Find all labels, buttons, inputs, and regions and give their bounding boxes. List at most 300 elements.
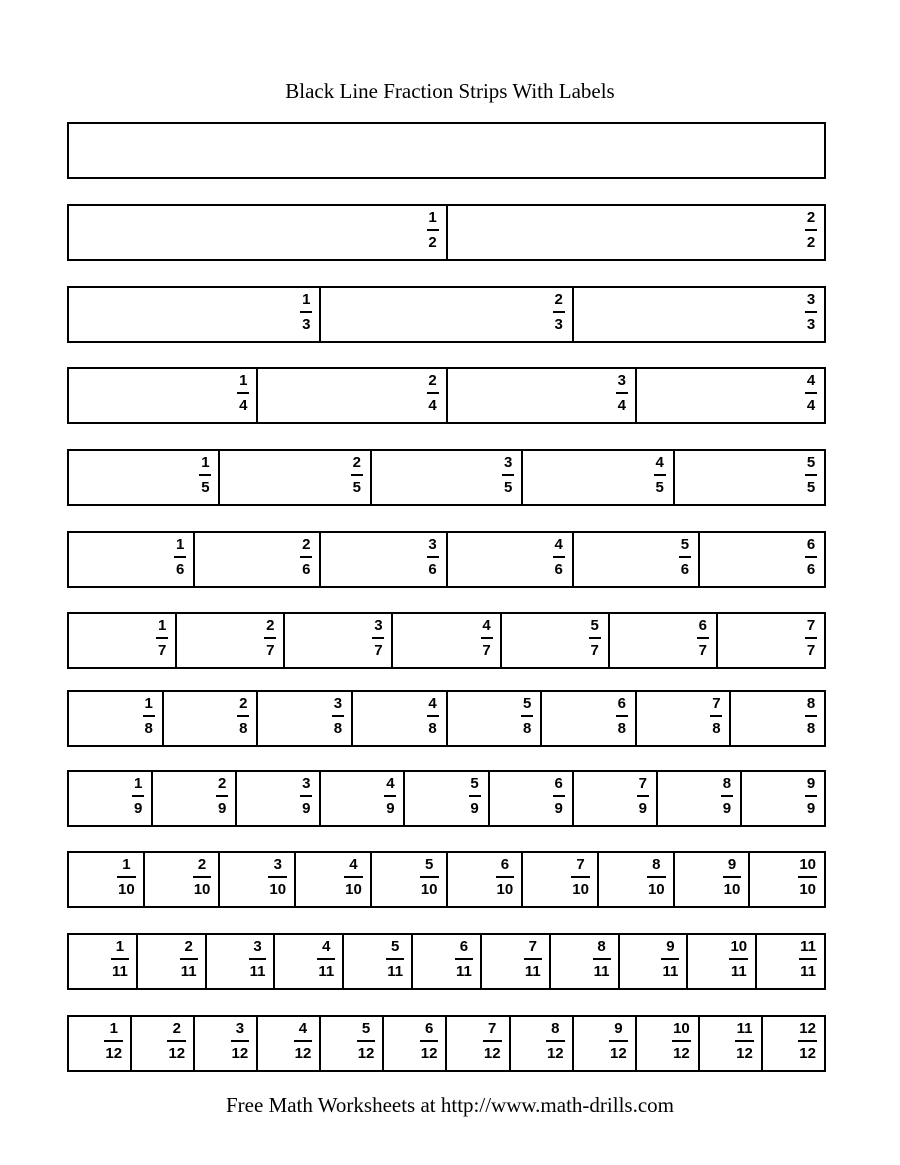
fraction-bar xyxy=(616,715,628,717)
fraction-label xyxy=(199,454,211,497)
fraction-piece xyxy=(608,614,716,667)
fraction-label xyxy=(481,617,493,660)
fraction-bar xyxy=(249,958,267,960)
fraction-piece xyxy=(370,451,521,504)
fraction-piece xyxy=(716,614,824,667)
fraction-piece xyxy=(69,451,218,504)
fraction-bar xyxy=(332,715,344,717)
fraction-piece xyxy=(342,935,411,988)
fraction-numerator: 1 xyxy=(176,536,185,553)
fraction-numerator: 5 xyxy=(425,856,434,873)
fraction-denominator: 7 xyxy=(374,641,383,659)
fraction-numerator: 6 xyxy=(617,695,626,712)
fraction-denominator: 12 xyxy=(168,1044,186,1062)
fraction-numerator: 10 xyxy=(799,856,817,873)
fraction-bar xyxy=(710,715,722,717)
fraction-bar xyxy=(571,876,590,878)
fraction-strip xyxy=(67,367,826,424)
fraction-numerator: 9 xyxy=(806,775,816,792)
fraction-piece xyxy=(319,1017,382,1070)
fraction-bar xyxy=(427,229,439,231)
fraction-numerator: 11 xyxy=(800,938,816,955)
fraction-bar xyxy=(723,876,742,878)
fraction-label xyxy=(156,617,168,660)
fraction-denominator: 10 xyxy=(345,880,362,898)
fraction-numerator: 9 xyxy=(614,1020,623,1037)
fraction-label xyxy=(798,1020,817,1063)
fraction-numerator: 5 xyxy=(361,1020,371,1037)
fraction-denominator: 12 xyxy=(673,1044,690,1062)
fraction-numerator: 3 xyxy=(374,617,383,634)
fraction-numerator: 1 xyxy=(302,291,311,308)
fraction-denominator: 8 xyxy=(617,719,626,737)
fraction-numerator: 1 xyxy=(428,209,437,226)
fraction-numerator: 3 xyxy=(273,856,282,873)
fraction-denominator: 12 xyxy=(610,1044,627,1062)
fraction-bar xyxy=(654,474,666,476)
fraction-numerator: 9 xyxy=(727,856,737,873)
fraction-label xyxy=(723,856,742,899)
fraction-piece xyxy=(635,369,824,422)
fraction-numerator: 3 xyxy=(806,291,816,308)
fraction-denominator: 10 xyxy=(118,880,135,898)
fraction-label xyxy=(351,454,363,497)
fraction-numerator: 8 xyxy=(722,775,732,792)
fraction-numerator: 3 xyxy=(253,938,262,955)
fraction-label xyxy=(616,372,628,415)
fraction-denominator: 6 xyxy=(302,560,311,578)
fraction-strip xyxy=(67,612,826,669)
fraction-strip xyxy=(67,690,826,747)
fraction-bar xyxy=(156,637,168,639)
fraction-bar xyxy=(637,795,649,797)
fraction-piece xyxy=(136,935,205,988)
fraction-strip xyxy=(67,122,826,179)
fraction-label xyxy=(300,775,312,818)
fraction-piece xyxy=(729,692,824,745)
fraction-label xyxy=(143,695,155,738)
fraction-piece xyxy=(572,288,824,341)
fraction-piece xyxy=(521,853,597,906)
fraction-bar xyxy=(798,876,817,878)
fraction-label xyxy=(553,775,565,818)
fraction-piece xyxy=(69,288,319,341)
fraction-numerator: 1 xyxy=(122,856,131,873)
fraction-piece xyxy=(382,1017,445,1070)
fraction-denominator: 3 xyxy=(554,315,563,333)
fraction-piece xyxy=(69,692,162,745)
fraction-bar xyxy=(216,795,228,797)
fraction-denominator: 10 xyxy=(799,880,817,898)
fraction-denominator: 5 xyxy=(504,478,513,496)
fraction-numerator: 6 xyxy=(424,1020,434,1037)
fraction-bar xyxy=(264,637,276,639)
fraction-label xyxy=(672,1020,691,1063)
fraction-strip xyxy=(67,531,826,588)
fraction-bar xyxy=(372,637,384,639)
fraction-denominator: 8 xyxy=(712,719,721,737)
fraction-denominator: 9 xyxy=(386,799,395,817)
fraction-piece xyxy=(130,1017,193,1070)
fraction-label xyxy=(427,372,439,415)
fraction-piece xyxy=(69,935,136,988)
fraction-label xyxy=(729,938,748,981)
fraction-label xyxy=(798,856,817,899)
fraction-piece xyxy=(283,614,391,667)
fraction-bar xyxy=(799,958,817,960)
fraction-denominator: 6 xyxy=(554,560,563,578)
fraction-numerator: 1 xyxy=(157,617,167,634)
fraction-bar xyxy=(300,795,312,797)
fraction-numerator: 6 xyxy=(698,617,708,634)
fraction-bar xyxy=(553,556,565,558)
fraction-bar xyxy=(344,876,363,878)
fraction-denominator: 12 xyxy=(546,1044,564,1062)
fraction-bar xyxy=(193,876,212,878)
fraction-label xyxy=(496,856,515,899)
fraction-piece xyxy=(256,692,351,745)
fraction-label xyxy=(427,536,439,579)
fraction-piece xyxy=(572,533,698,586)
fraction-numerator: 8 xyxy=(806,695,816,712)
fraction-label xyxy=(420,856,439,899)
fraction-bar xyxy=(111,958,129,960)
fraction-numerator: 2 xyxy=(172,1020,181,1037)
fraction-denominator: 5 xyxy=(806,478,816,496)
fraction-piece xyxy=(319,533,445,586)
fraction-numerator: 5 xyxy=(522,695,532,712)
fraction-denominator: 12 xyxy=(420,1044,438,1062)
fraction-bar xyxy=(805,795,817,797)
fraction-label xyxy=(372,617,384,660)
fraction-numerator: 10 xyxy=(730,938,748,955)
fraction-numerator: 1 xyxy=(144,695,153,712)
fraction-denominator: 10 xyxy=(193,880,211,898)
fraction-numerator: 2 xyxy=(554,291,563,308)
fraction-piece xyxy=(143,853,219,906)
fraction-label xyxy=(805,372,817,415)
fraction-bar xyxy=(524,958,542,960)
fraction-bar xyxy=(384,795,396,797)
fraction-numerator: 8 xyxy=(652,856,661,873)
fraction-denominator: 11 xyxy=(456,962,472,980)
fraction-bar xyxy=(729,958,748,960)
fraction-bar xyxy=(553,311,565,313)
fraction-piece xyxy=(351,692,446,745)
fraction-piece xyxy=(403,772,487,825)
fraction-label xyxy=(697,617,709,660)
fraction-denominator: 7 xyxy=(806,641,816,659)
fraction-denominator: 9 xyxy=(806,799,816,817)
fraction-label xyxy=(616,695,628,738)
fraction-piece xyxy=(618,935,687,988)
fraction-piece xyxy=(698,533,824,586)
fraction-piece xyxy=(446,369,635,422)
fraction-denominator: 12 xyxy=(357,1044,375,1062)
fraction-label xyxy=(805,536,817,579)
fraction-denominator: 11 xyxy=(111,962,128,980)
fraction-piece xyxy=(635,1017,698,1070)
fraction-bar xyxy=(805,715,817,717)
fraction-denominator: 10 xyxy=(420,880,438,898)
fraction-numerator: 7 xyxy=(528,938,537,955)
fraction-bar xyxy=(647,876,666,878)
fraction-bar xyxy=(167,1040,186,1042)
fraction-piece xyxy=(193,1017,256,1070)
fraction-piece xyxy=(572,772,656,825)
fraction-numerator: 10 xyxy=(673,1020,690,1037)
fraction-bar xyxy=(735,1040,754,1042)
fraction-piece xyxy=(273,935,342,988)
fraction-piece xyxy=(540,692,635,745)
fraction-label xyxy=(384,775,396,818)
fraction-numerator: 6 xyxy=(554,775,563,792)
fraction-piece xyxy=(698,1017,761,1070)
fraction-bar xyxy=(427,392,439,394)
fraction-bar xyxy=(546,1040,565,1042)
fraction-piece xyxy=(69,614,175,667)
fraction-label xyxy=(344,856,363,899)
fraction-denominator: 3 xyxy=(302,315,311,333)
fraction-numerator: 2 xyxy=(352,454,361,471)
fraction-numerator: 4 xyxy=(806,372,816,389)
fraction-denominator: 11 xyxy=(800,962,816,980)
fraction-denominator: 12 xyxy=(294,1044,312,1062)
fraction-label xyxy=(609,1020,628,1063)
fraction-piece xyxy=(656,772,740,825)
fraction-numerator: 4 xyxy=(322,938,331,955)
fraction-piece xyxy=(673,451,824,504)
fraction-bar xyxy=(268,876,287,878)
fraction-label xyxy=(661,938,679,981)
fraction-piece xyxy=(500,614,608,667)
fraction-numerator: 3 xyxy=(302,775,311,792)
fraction-piece xyxy=(755,935,824,988)
fraction-bar xyxy=(805,392,817,394)
fraction-denominator: 11 xyxy=(387,962,404,980)
fraction-piece xyxy=(446,853,522,906)
fraction-numerator: 7 xyxy=(806,617,816,634)
fraction-label xyxy=(193,856,212,899)
fraction-numerator: 1 xyxy=(109,1020,118,1037)
fraction-denominator: 12 xyxy=(231,1044,249,1062)
fraction-denominator: 11 xyxy=(730,962,747,980)
fraction-label xyxy=(553,536,565,579)
fraction-piece xyxy=(256,369,445,422)
fraction-denominator: 4 xyxy=(617,396,626,414)
fraction-label xyxy=(521,695,533,738)
fraction-label xyxy=(593,938,611,981)
fraction-label xyxy=(317,938,335,981)
fraction-piece xyxy=(480,935,549,988)
fraction-label xyxy=(637,775,649,818)
fraction-numerator: 5 xyxy=(470,775,479,792)
fraction-denominator: 5 xyxy=(352,478,361,496)
fraction-bar xyxy=(104,1040,123,1042)
fraction-denominator: 10 xyxy=(647,880,665,898)
fraction-label xyxy=(420,1020,439,1063)
fraction-denominator: 10 xyxy=(572,880,589,898)
fraction-numerator: 11 xyxy=(736,1020,753,1037)
fraction-numerator: 9 xyxy=(666,938,675,955)
fraction-label xyxy=(546,1020,565,1063)
fraction-piece xyxy=(370,853,446,906)
fraction-numerator: 3 xyxy=(333,695,343,712)
fraction-denominator: 12 xyxy=(483,1044,501,1062)
fraction-numerator: 4 xyxy=(655,454,664,471)
fraction-denominator: 9 xyxy=(638,799,647,817)
fraction-denominator: 11 xyxy=(249,962,266,980)
fraction-numerator: 3 xyxy=(504,454,513,471)
fraction-bar xyxy=(481,637,493,639)
fraction-label xyxy=(483,1020,502,1063)
fraction-bar xyxy=(798,1040,817,1042)
fraction-piece xyxy=(69,206,446,259)
fraction-piece xyxy=(69,533,193,586)
fraction-bar xyxy=(420,876,439,878)
fraction-numerator: 7 xyxy=(638,775,647,792)
fraction-denominator: 4 xyxy=(239,396,248,414)
fraction-denominator: 8 xyxy=(428,719,437,737)
fraction-bar xyxy=(455,958,473,960)
fraction-bar xyxy=(117,876,136,878)
fraction-bar xyxy=(616,392,628,394)
fraction-piece xyxy=(411,935,480,988)
fraction-numerator: 6 xyxy=(806,536,816,553)
fraction-denominator: 12 xyxy=(105,1044,123,1062)
fraction-strip xyxy=(67,286,826,343)
fraction-numerator: 5 xyxy=(680,536,690,553)
fraction-denominator: 4 xyxy=(428,396,437,414)
fraction-numerator: 3 xyxy=(428,536,437,553)
fraction-bar xyxy=(300,311,312,313)
fraction-bar xyxy=(231,1040,250,1042)
fraction-denominator: 8 xyxy=(806,719,816,737)
fraction-denominator: 8 xyxy=(144,719,153,737)
fraction-denominator: 9 xyxy=(218,799,227,817)
fraction-bar xyxy=(483,1040,502,1042)
fraction-bar xyxy=(317,958,335,960)
fraction-bar xyxy=(386,958,404,960)
fraction-label xyxy=(469,775,481,818)
fraction-numerator: 12 xyxy=(799,1020,816,1037)
fraction-denominator: 9 xyxy=(722,799,732,817)
fraction-label xyxy=(300,291,312,334)
fraction-label xyxy=(249,938,267,981)
fraction-bar xyxy=(132,795,144,797)
fraction-denominator: 9 xyxy=(554,799,563,817)
fraction-denominator: 5 xyxy=(655,478,664,496)
fraction-numerator: 7 xyxy=(576,856,585,873)
fraction-bar xyxy=(351,474,363,476)
fraction-numerator: 5 xyxy=(806,454,816,471)
fraction-numerator: 4 xyxy=(428,695,437,712)
fraction-numerator: 1 xyxy=(239,372,248,389)
fraction-denominator: 5 xyxy=(201,478,210,496)
fraction-label xyxy=(268,856,287,899)
fraction-denominator: 6 xyxy=(176,560,185,578)
fraction-numerator: 4 xyxy=(349,856,358,873)
fraction-bar xyxy=(805,474,817,476)
fraction-piece xyxy=(572,1017,635,1070)
fraction-label xyxy=(502,454,514,497)
fraction-numerator: 3 xyxy=(235,1020,245,1037)
fraction-bar xyxy=(143,715,155,717)
fraction-denominator: 11 xyxy=(662,962,679,980)
fraction-bar xyxy=(357,1040,376,1042)
fraction-strip xyxy=(67,933,826,990)
fraction-bar xyxy=(805,637,817,639)
fraction-denominator: 6 xyxy=(428,560,437,578)
fraction-numerator: 2 xyxy=(218,775,227,792)
fraction-piece xyxy=(391,614,499,667)
fraction-label xyxy=(805,454,817,497)
fraction-bar xyxy=(805,229,817,231)
fraction-label xyxy=(799,938,817,981)
fraction-denominator: 2 xyxy=(428,233,437,251)
fraction-piece xyxy=(69,124,824,177)
fraction-bar xyxy=(294,1040,313,1042)
fraction-piece xyxy=(218,853,294,906)
fraction-label xyxy=(294,1020,313,1063)
fraction-label xyxy=(386,938,404,981)
fraction-denominator: 11 xyxy=(318,962,335,980)
fraction-bar xyxy=(609,1040,628,1042)
fraction-piece xyxy=(549,935,618,988)
fraction-bar xyxy=(502,474,514,476)
fraction-denominator: 12 xyxy=(736,1044,753,1062)
fraction-bar xyxy=(661,958,679,960)
fraction-bar xyxy=(679,556,691,558)
fraction-label xyxy=(805,775,817,818)
fraction-bar xyxy=(697,637,709,639)
fraction-piece xyxy=(218,451,369,504)
fraction-piece xyxy=(151,772,235,825)
fraction-bar xyxy=(589,637,601,639)
fraction-label xyxy=(455,938,473,981)
fraction-denominator: 7 xyxy=(157,641,167,659)
fraction-numerator: 4 xyxy=(554,536,563,553)
fraction-numerator: 6 xyxy=(500,856,510,873)
fraction-piece xyxy=(673,853,749,906)
fraction-piece xyxy=(488,772,572,825)
fraction-piece xyxy=(235,772,319,825)
fraction-bar xyxy=(300,556,312,558)
fraction-denominator: 6 xyxy=(806,560,816,578)
fraction-piece xyxy=(69,853,143,906)
fraction-label xyxy=(332,695,344,738)
fraction-numerator: 1 xyxy=(115,938,125,955)
fraction-piece xyxy=(445,1017,508,1070)
fraction-denominator: 9 xyxy=(470,799,479,817)
fraction-numerator: 7 xyxy=(488,1020,497,1037)
fraction-denominator: 10 xyxy=(496,880,514,898)
fraction-piece xyxy=(686,935,755,988)
fraction-piece xyxy=(509,1017,572,1070)
fraction-bar xyxy=(593,958,611,960)
fraction-label xyxy=(805,209,817,252)
fraction-denominator: 3 xyxy=(806,315,816,333)
fraction-numerator: 2 xyxy=(184,938,193,955)
fraction-denominator: 7 xyxy=(698,641,708,659)
fraction-piece xyxy=(446,692,541,745)
fraction-label xyxy=(553,291,565,334)
fraction-numerator: 4 xyxy=(386,775,395,792)
fraction-piece xyxy=(740,772,824,825)
fraction-bar xyxy=(237,715,249,717)
fraction-numerator: 1 xyxy=(133,775,143,792)
fraction-bar xyxy=(180,958,198,960)
